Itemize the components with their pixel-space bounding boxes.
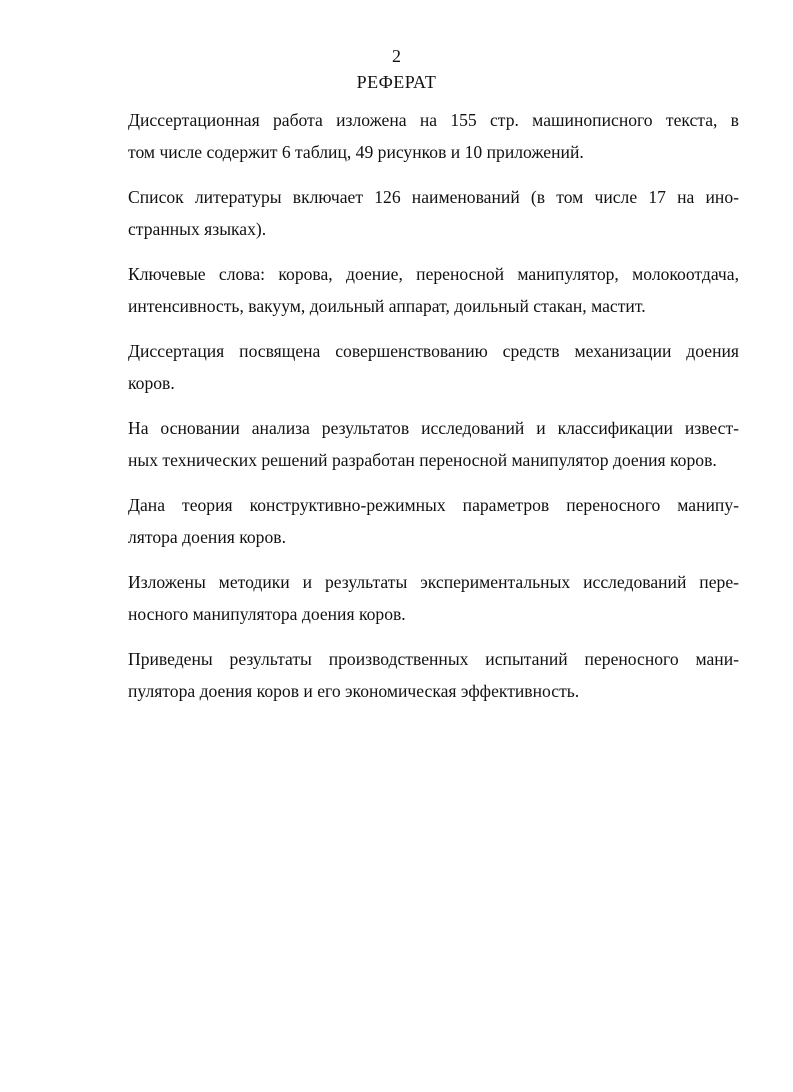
text-line: Список литературы включает 126 наименований (в том числе 17 на ино- — [128, 187, 739, 207]
text-line: странных языках). — [128, 219, 267, 239]
text-line: На основании анализа результатов исследований и классификации извест- — [128, 418, 739, 438]
text-line: Дана теория конструктивно-режимных параметров переносного манипу- — [128, 495, 739, 515]
text-line: Приведены результаты производственных испытаний переносного мани- — [128, 649, 739, 669]
text-line: Диссертационная работа изложена на 155 стр. машинописного текста, в — [128, 110, 739, 130]
page-number: 2 — [392, 46, 401, 66]
abstract-body — [85, 104, 739, 720]
text-line: интенсивность, вакуум, доильный аппарат, доильный стакан, мастит. — [128, 296, 646, 316]
text-line: коров. — [128, 373, 175, 393]
text-line: Диссертация посвящена совершенствованию средств механизации доения — [128, 341, 739, 361]
paragraph-purpose — [85, 335, 739, 399]
paragraph-methods — [85, 566, 739, 630]
paragraph-volume — [85, 104, 739, 168]
text-line: носного манипулятора доения коров. — [128, 604, 406, 624]
paragraph-theory — [85, 489, 739, 553]
text-line: Ключевые слова: корова, доение, переносной манипулятор, молокоотдача, — [128, 264, 739, 284]
text-line: Изложены методики и результаты экспериментальных исследований пере- — [128, 572, 739, 592]
text-line: том числе содержит 6 таблиц, 49 рисунков и 10 приложений. — [128, 142, 584, 162]
paragraph-results — [85, 643, 739, 707]
text-line: пулятора доения коров и его экономическая эффективность. — [128, 681, 580, 701]
page-title: РЕФЕРАТ — [356, 72, 437, 92]
paragraph-analysis — [85, 412, 739, 476]
paragraph-literature — [85, 181, 739, 245]
paragraph-keywords — [85, 258, 739, 322]
text-line: ных технических решений разработан переносной манипулятор доения коров. — [128, 450, 717, 470]
text-line: лятора доения коров. — [128, 527, 286, 547]
